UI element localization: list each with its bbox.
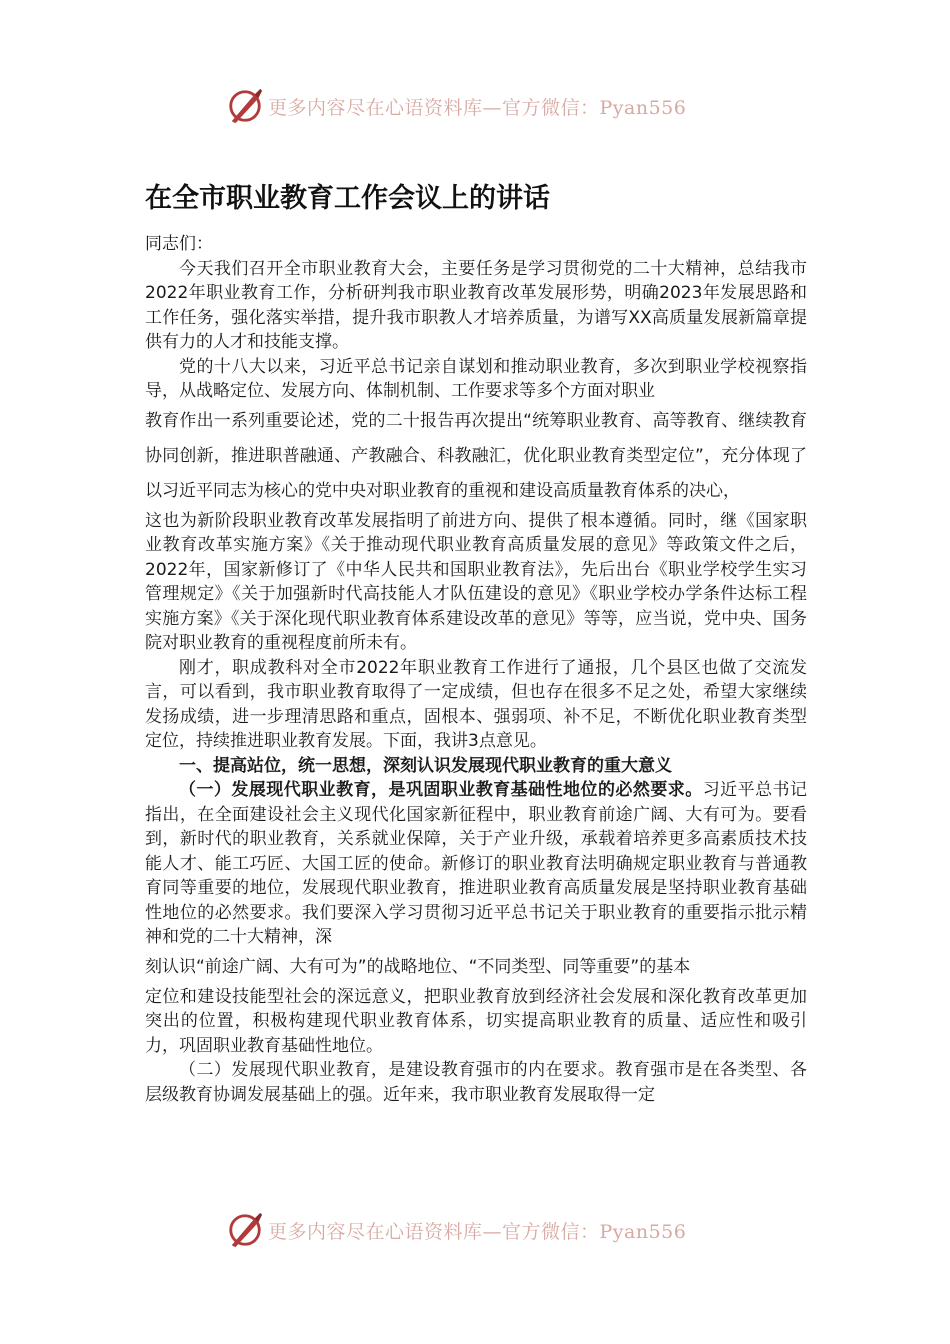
paragraph-intro: 今天我们召开全市职业教育大会，主要任务是学习贯彻党的二十大精神，总结我市2022年职业教育工作，分析研判我市职业教育改革发展形势，明确2023年发展思路和工作任务，强化落实举措，提升我市职教人才培养质量，为谱写XX高质量发展新篇章提供有力的人才和技能支撑。 <box>145 258 807 352</box>
paragraph-background-c: 这也为新阶段职业教育改革发展指明了前进方向、提供了根本遵循。同时，继《国家职业教育改革实施方案》《关于推动现代职业教育高质量发展的意见》等政策文件之后，2022年，国家新修订了《中华人民共和国职业教育法》，先后出台《职业学校学生实习管理规定》《关于加强新时代高技能人才队伍建设的意见》《职业学校办学条件达标工程实施方案》《关于深化现代职业教育体系建设改革的意见》等等，应当说，党中央、国务院对职业教育的重视程度前所未有。 <box>145 510 807 653</box>
paragraph-background-b: 教育作出一系列重要论述，党的二十报告再次提出“统筹职业教育、高等教育、继续教育协同创新，推进职普融通、产教融合、科教融汇，优化职业教育类型定位”，充分体现了以习近平同志为核心的党中央对职业教育的重视和建设高质量教育体系的决心， <box>145 410 807 501</box>
header-banner <box>226 86 686 126</box>
pen-logo-icon <box>226 1211 264 1249</box>
pen-logo-icon <box>226 87 264 125</box>
banner-text: 更多内容尽在心语资料库—官方微信：Pyan556 <box>268 1220 687 1243</box>
greeting: 同志们： <box>145 234 213 254</box>
section-heading-1: 一、提高站位，统一思想，深刻认识发展现代职业教育的重大意义 <box>179 755 672 776</box>
page-title: 在全市职业教育工作会议上的讲话 <box>145 183 550 214</box>
paragraph-background-a: 党的十八大以来，习近平总书记亲自谋划和推动职业教育，多次到职业学校视察指导，从战略定位、发展方向、体制机制、工作要求等多个方面对职业 <box>145 356 807 401</box>
subsection-1-text: 习近平总书记指出，在全面建设社会主义现代化国家新征程中，职业教育前途广阔、大有可为。要看到，新时代的职业教育，关系就业保障，关于产业升级，承载着培养更多高素质技术技能人才、能工巧匠、大国工匠的使命。新修订的职业教育法明确规定职业教育与普通教育同等重要的地位，发展现代职业教育，推进职业教育高质量发展是坚持职业教育基础性地位的必然要求。我们要深入学习贯彻习近平总书记关于职业教育的重要指示批示精神和党的二十大精神，深 <box>145 780 808 947</box>
paragraph-review: 刚才，职成教科对全市2022年职业教育工作进行了通报，几个县区也做了交流发言，可以看到，我市职业教育取得了一定成绩，但也存在很多不足之处，希望大家继续发扬成绩，进一步理清思路和重点，固根本、强弱项、补不足，不断优化职业教育类型定位，持续推进职业教育发展。下面，我讲3点意见。 <box>145 657 807 751</box>
footer-banner <box>226 1210 686 1250</box>
subsection-2-paragraph: （二）发展现代职业教育，是建设教育强市的内在要求。教育强市是在各类型、各层级教育协调发展基础上的强。近年来，我市职业教育发展取得一定 <box>145 1060 807 1105</box>
banner-text: 更多内容尽在心语资料库—官方微信：Pyan556 <box>268 96 687 119</box>
subsection-1-paragraph-c: 定位和建设技能型社会的深远意义，把职业教育放到经济社会发展和深化教育改革更加突出的位置，积极构建现代职业教育体系，切实提高职业教育的质量、适应性和吸引力，巩固职业教育基础性地位。 <box>145 986 807 1056</box>
document-body <box>145 232 807 1107</box>
subsection-1-paragraph-b: 刻认识“前途广阔、大有可为”的战略地位、“不同类型、同等重要”的基本 <box>145 956 691 977</box>
subsection-1-paragraph-a <box>145 778 807 950</box>
subsection-1-heading: （一）发展现代职业教育，是巩固职业教育基础性地位的必然要求。 <box>179 780 703 800</box>
